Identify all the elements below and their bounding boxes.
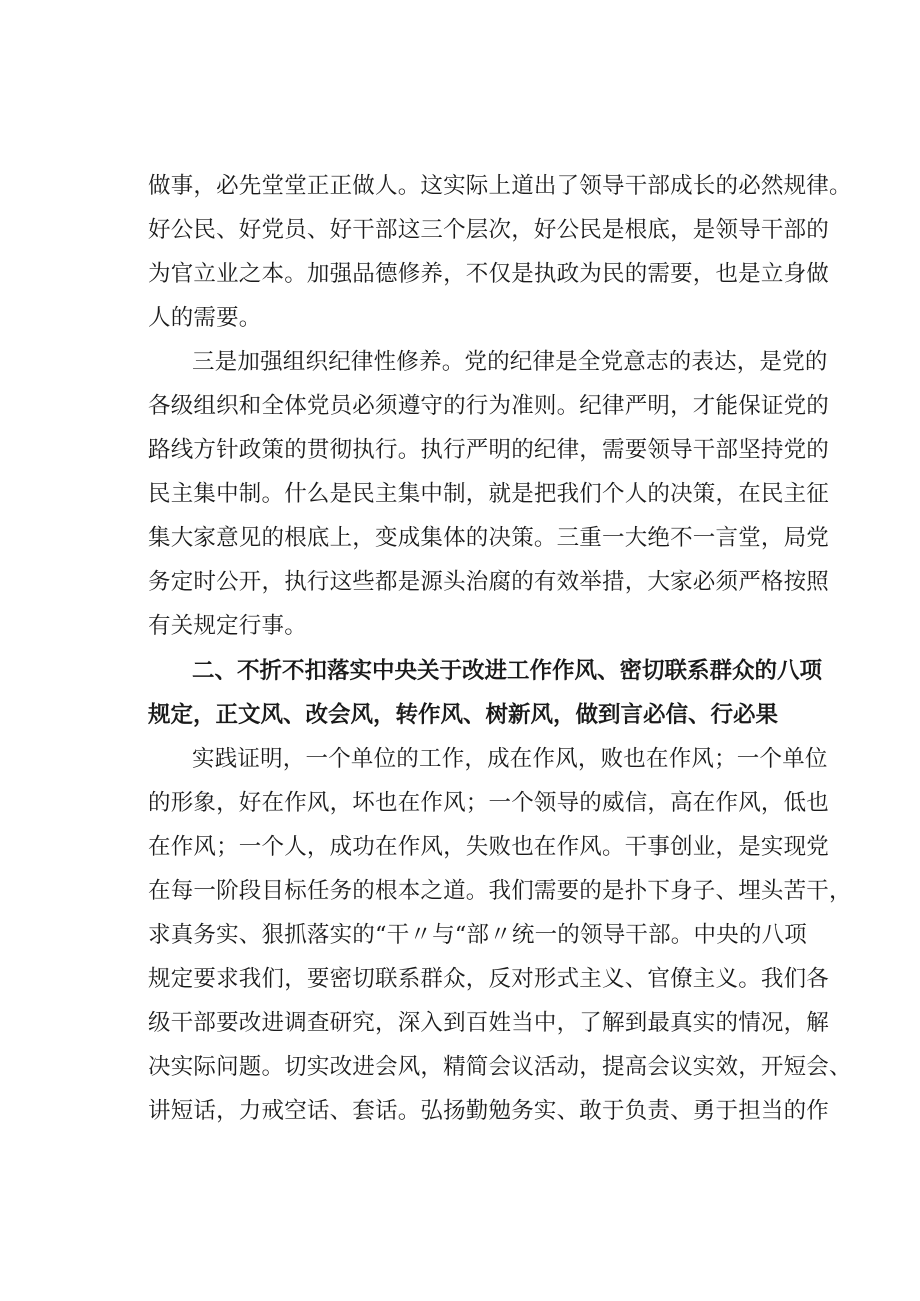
- text-line: 务定时公开，执行这些都是源头治腐的有效举措，大家必须严格按照: [148, 569, 830, 595]
- text-line: 做事，必先堂堂正正做人。这实际上道出了领导干部成长的必然规律。: [148, 173, 852, 199]
- text-line: 讲短话，力戒空话、套话。弘扬勤勉务实、敢于负责、勇于担当的作: [148, 1098, 830, 1124]
- text-line: 决实际问题。切实改进会风，精简会议活动，提高会议实效，开短会、: [148, 1054, 852, 1080]
- text-line: 在每一阶段目标任务的根本之道。我们需要的是扑下身子、埋头苦干，: [148, 878, 852, 904]
- text-line: 的形象，好在作风，坏也在作风；一个领导的威信，高在作风，低也: [148, 790, 830, 816]
- text-line: 实践证明，一个单位的工作，成在作风，败也在作风；一个单位: [192, 746, 828, 772]
- text-line: 各级组织和全体党员必须遵守的行为准则。纪律严明，才能保证党的: [148, 393, 830, 419]
- text-line: 为官立业之本。加强品德修养，不仅是执政为民的需要，也是立身做: [148, 261, 830, 287]
- text-line: 民主集中制。什么是民主集中制，就是把我们个人的决策，在民主征: [148, 481, 830, 507]
- text-line: 好公民、好党员、好干部这三个层次，好公民是根底，是领导干部的: [148, 217, 830, 243]
- heading-line: 规定，正文风、改会风，转作风、树新风，做到言必信、行必果: [148, 702, 779, 728]
- text-line: 在作风；一个人，成功在作风，失败也在作风。干事创业，是实现党: [148, 834, 830, 860]
- text-line: 人的需要。: [148, 305, 262, 331]
- text-line: 求真务实、狠抓落实的“干〃与“部〃统一的领导干部。中央的八项: [148, 922, 808, 948]
- text-line: 路线方针政策的贯彻执行。执行严明的纪律，需要领导干部坚持党的: [148, 437, 830, 463]
- text-line: 三是加强组织纪律性修养。党的纪律是全党意志的表达，是党的: [192, 349, 828, 375]
- text-line: 集大家意见的根底上，变成集体的决策。三重一大绝不一言堂，局党: [148, 525, 830, 551]
- text-line: 级干部要改进调查研究，深入到百姓当中，了解到最真实的情况，解: [148, 1010, 830, 1036]
- text-line: 有关规定行事。: [148, 613, 307, 639]
- heading-line: 二、不折不扣落实中央关于改进工作作风、密切联系群众的八项: [192, 658, 823, 684]
- text-line: 规定要求我们，要密切联系群众，反对形式主义、官僚主义。我们各: [148, 966, 830, 992]
